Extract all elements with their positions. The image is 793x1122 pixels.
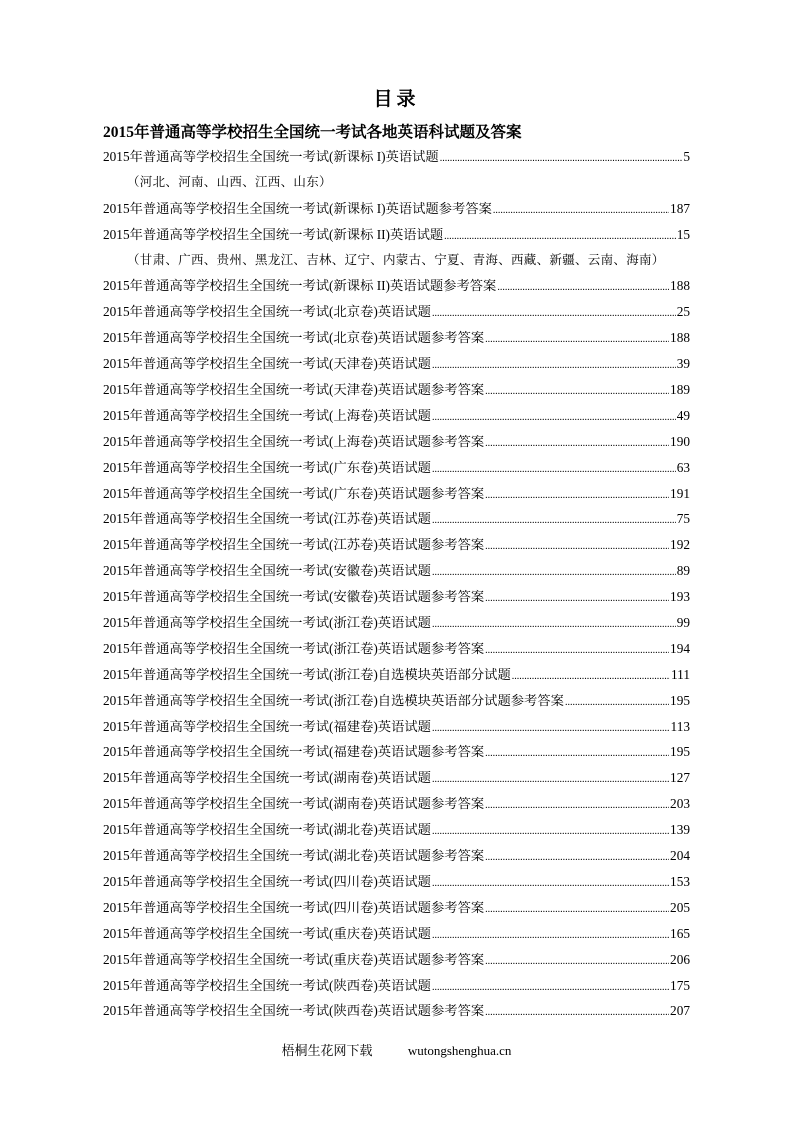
- toc-entry-title: 2015年普通高等学校招生全国统一考试(广东卷)英语试题参考答案: [103, 485, 485, 501]
- toc-entry-title: 2015年普通高等学校招生全国统一考试(广东卷)英语试题: [103, 459, 431, 475]
- toc-entry[interactable]: [103, 560, 690, 586]
- dot-leader: [485, 848, 669, 864]
- toc-entry[interactable]: [103, 1000, 690, 1026]
- toc-entry-title: 2015年普通高等学校招生全国统一考试(湖北卷)英语试题: [103, 822, 431, 838]
- toc-entry-page-number: 25: [676, 304, 690, 320]
- toc-entry[interactable]: [103, 612, 690, 638]
- toc-entry-title: 2015年普通高等学校招生全国统一考试(上海卷)英语试题: [103, 407, 431, 423]
- toc-entry-title: 2015年普通高等学校招生全国统一考试(浙江卷)自选模块英语部分试题: [103, 666, 511, 682]
- footer-site-name: 梧桐生花网下载: [281, 1043, 373, 1058]
- toc-entry-title: 2015年普通高等学校招生全国统一考试(四川卷)英语试题参考答案: [103, 899, 485, 915]
- toc-entry[interactable]: [103, 949, 690, 975]
- dot-leader: [485, 382, 669, 398]
- toc-entry-page-number: 195: [670, 744, 690, 760]
- toc-entry[interactable]: [103, 897, 690, 923]
- toc-entry-title: 2015年普通高等学校招生全国统一考试(重庆卷)英语试题参考答案: [103, 951, 485, 967]
- toc-entry-title: 2015年普通高等学校招生全国统一考试(安徽卷)英语试题参考答案: [103, 589, 485, 605]
- toc-entry-page-number: 195: [670, 692, 690, 708]
- toc-entry-page-number: 192: [670, 537, 690, 553]
- toc-entry[interactable]: [103, 716, 690, 742]
- dot-leader: [485, 1003, 669, 1019]
- toc-entry-title: 2015年普通高等学校招生全国统一考试(浙江卷)自选模块英语部分试题参考答案: [103, 692, 564, 708]
- dot-leader: [432, 822, 669, 838]
- toc-entry-title: 2015年普通高等学校招生全国统一考试(新课标 I)英语试题参考答案: [103, 200, 492, 216]
- toc-entry-page-number: 205: [670, 899, 690, 915]
- toc-entry[interactable]: [103, 975, 690, 1001]
- toc-entry[interactable]: [103, 845, 690, 871]
- toc-entry-title: 2015年普通高等学校招生全国统一考试(浙江卷)英语试题参考答案: [103, 640, 485, 656]
- toc-entry[interactable]: [103, 923, 690, 949]
- dot-leader: [485, 900, 669, 916]
- toc-entry-title: 2015年普通高等学校招生全国统一考试(陕西卷)英语试题: [103, 977, 431, 993]
- toc-entry-title: 2015年普通高等学校招生全国统一考试(安徽卷)英语试题: [103, 563, 431, 579]
- toc-entry-title: 2015年普通高等学校招生全国统一考试(湖北卷)英语试题参考答案: [103, 848, 485, 864]
- toc-entry-title: 2015年普通高等学校招生全国统一考试(陕西卷)英语试题参考答案: [103, 1003, 485, 1019]
- dot-leader: [497, 278, 669, 294]
- toc-region-note: （甘肃、广西、贵州、黑龙江、吉林、辽宁、内蒙古、宁夏、青海、西藏、新疆、云南、海南）: [127, 251, 665, 267]
- toc-entry-title: 2015年普通高等学校招生全国统一考试(福建卷)英语试题: [103, 718, 431, 734]
- dot-leader: [432, 304, 676, 320]
- toc-entry-title: 2015年普通高等学校招生全国统一考试(江苏卷)英语试题: [103, 511, 431, 527]
- dot-leader: [485, 537, 669, 553]
- toc-entry[interactable]: [103, 793, 690, 819]
- toc-entry[interactable]: [103, 767, 690, 793]
- toc-entry[interactable]: [103, 405, 690, 431]
- toc-entry-page-number: 175: [670, 977, 690, 993]
- dot-leader: [432, 511, 676, 527]
- toc-entry[interactable]: [103, 690, 690, 716]
- toc-entry-page-number: 193: [670, 589, 690, 605]
- table-of-contents: [103, 146, 690, 1026]
- toc-entry[interactable]: [103, 224, 690, 250]
- toc-entry[interactable]: [103, 379, 690, 405]
- toc-region-note: （河北、河南、山西、江西、山东）: [127, 173, 332, 189]
- toc-entry-page-number: 111: [671, 666, 690, 682]
- toc-entry-page-number: 203: [670, 796, 690, 812]
- toc-entry[interactable]: [103, 146, 690, 172]
- dot-leader: [565, 693, 669, 709]
- toc-entry-page-number: 49: [676, 407, 690, 423]
- toc-entry-page-number: 191: [670, 485, 690, 501]
- toc-entry[interactable]: [103, 327, 690, 353]
- toc-entry-page-number: 75: [676, 511, 690, 527]
- toc-entry-page-number: 204: [670, 848, 690, 864]
- toc-entry-page-number: 165: [670, 925, 690, 941]
- dot-leader: [432, 408, 676, 424]
- toc-entry-page-number: 190: [670, 433, 690, 449]
- dot-leader: [432, 615, 676, 631]
- toc-entry[interactable]: [103, 534, 690, 560]
- dot-leader: [432, 874, 669, 890]
- dot-leader: [432, 563, 676, 579]
- toc-entry-title: 2015年普通高等学校招生全国统一考试(北京卷)英语试题: [103, 304, 431, 320]
- toc-entry[interactable]: [103, 819, 690, 845]
- toc-entry-title: 2015年普通高等学校招生全国统一考试(江苏卷)英语试题参考答案: [103, 537, 485, 553]
- page-title: 目录: [373, 89, 420, 110]
- toc-entry-page-number: 5: [683, 149, 690, 164]
- toc-entry-page-number: 206: [670, 951, 690, 967]
- dot-leader: [485, 589, 669, 605]
- dot-leader: [485, 744, 669, 760]
- dot-leader: [493, 201, 669, 217]
- toc-entry[interactable]: [103, 301, 690, 327]
- toc-entry[interactable]: [103, 741, 690, 767]
- dot-leader: [485, 641, 669, 657]
- toc-entry-page-number: 15: [676, 226, 690, 242]
- toc-entry-page-number: 99: [676, 615, 690, 631]
- toc-entry-page-number: 113: [670, 718, 690, 734]
- toc-entry-title: 2015年普通高等学校招生全国统一考试(天津卷)英语试题参考答案: [103, 382, 485, 398]
- toc-entry-title: 2015年普通高等学校招生全国统一考试(浙江卷)英语试题: [103, 615, 431, 631]
- toc-entry[interactable]: [103, 431, 690, 457]
- toc-entry-title: 2015年普通高等学校招生全国统一考试(新课标 I)英语试题: [103, 149, 439, 164]
- dot-leader: [432, 460, 676, 476]
- dot-leader: [432, 356, 676, 372]
- dot-leader: [440, 149, 683, 165]
- dot-leader: [485, 434, 669, 450]
- toc-entry-title: 2015年普通高等学校招生全国统一考试(四川卷)英语试题: [103, 873, 431, 889]
- dot-leader: [432, 978, 669, 994]
- toc-entry-page-number: 207: [670, 1003, 690, 1019]
- dot-leader: [485, 952, 669, 968]
- toc-entry-title: 2015年普通高等学校招生全国统一考试(上海卷)英语试题参考答案: [103, 433, 485, 449]
- toc-entry-page-number: 189: [670, 382, 690, 398]
- toc-entry[interactable]: [103, 586, 690, 612]
- toc-entry[interactable]: [103, 353, 690, 379]
- toc-entry-page-number: 63: [676, 459, 690, 475]
- toc-entry-page-number: 188: [670, 330, 690, 346]
- dot-leader: [512, 667, 670, 683]
- toc-entry-page-number: 153: [670, 873, 690, 889]
- toc-entry-page-number: 39: [676, 356, 690, 372]
- toc-entry-title: 2015年普通高等学校招生全国统一考试(湖南卷)英语试题参考答案: [103, 796, 485, 812]
- toc-entry-page-number: 187: [670, 200, 690, 216]
- toc-entry-title: 2015年普通高等学校招生全国统一考试(重庆卷)英语试题: [103, 925, 431, 941]
- dot-leader: [432, 770, 669, 786]
- toc-entry[interactable]: [103, 457, 690, 483]
- dot-leader: [485, 330, 669, 346]
- toc-entry-title: 2015年普通高等学校招生全国统一考试(湖南卷)英语试题: [103, 770, 431, 786]
- toc-entry-title: 2015年普通高等学校招生全国统一考试(北京卷)英语试题参考答案: [103, 330, 485, 346]
- toc-entry-title: 2015年普通高等学校招生全国统一考试(新课标 II)英语试题: [103, 226, 444, 242]
- toc-entry-title: 2015年普通高等学校招生全国统一考试(福建卷)英语试题参考答案: [103, 744, 485, 760]
- toc-entry[interactable]: [103, 198, 690, 224]
- toc-entry[interactable]: [103, 638, 690, 664]
- toc-entry[interactable]: [103, 664, 690, 690]
- dot-leader: [432, 719, 670, 735]
- toc-entry[interactable]: [103, 275, 690, 301]
- toc-entry-page-number: 139: [670, 822, 690, 838]
- toc-entry-page-number: 194: [670, 640, 690, 656]
- dot-leader: [485, 486, 669, 502]
- toc-entry[interactable]: [103, 483, 690, 509]
- dot-leader: [432, 926, 669, 942]
- footer-site-url: wutongshenghua.cn: [407, 1043, 512, 1058]
- dot-leader: [444, 227, 676, 243]
- dot-leader: [485, 796, 669, 812]
- section-heading: 2015年普通高等学校招生全国统一考试各地英语科试题及答案: [103, 124, 522, 141]
- toc-entry[interactable]: [103, 871, 690, 897]
- toc-entry-page-number: 188: [670, 278, 690, 294]
- toc-entry[interactable]: [103, 508, 690, 534]
- page-footer: [0, 1040, 793, 1059]
- toc-entry-title: 2015年普通高等学校招生全国统一考试(天津卷)英语试题: [103, 356, 431, 372]
- toc-entry-page-number: 127: [670, 770, 690, 786]
- toc-entry-page-number: 89: [676, 563, 690, 579]
- toc-entry-title: 2015年普通高等学校招生全国统一考试(新课标 II)英语试题参考答案: [103, 278, 497, 294]
